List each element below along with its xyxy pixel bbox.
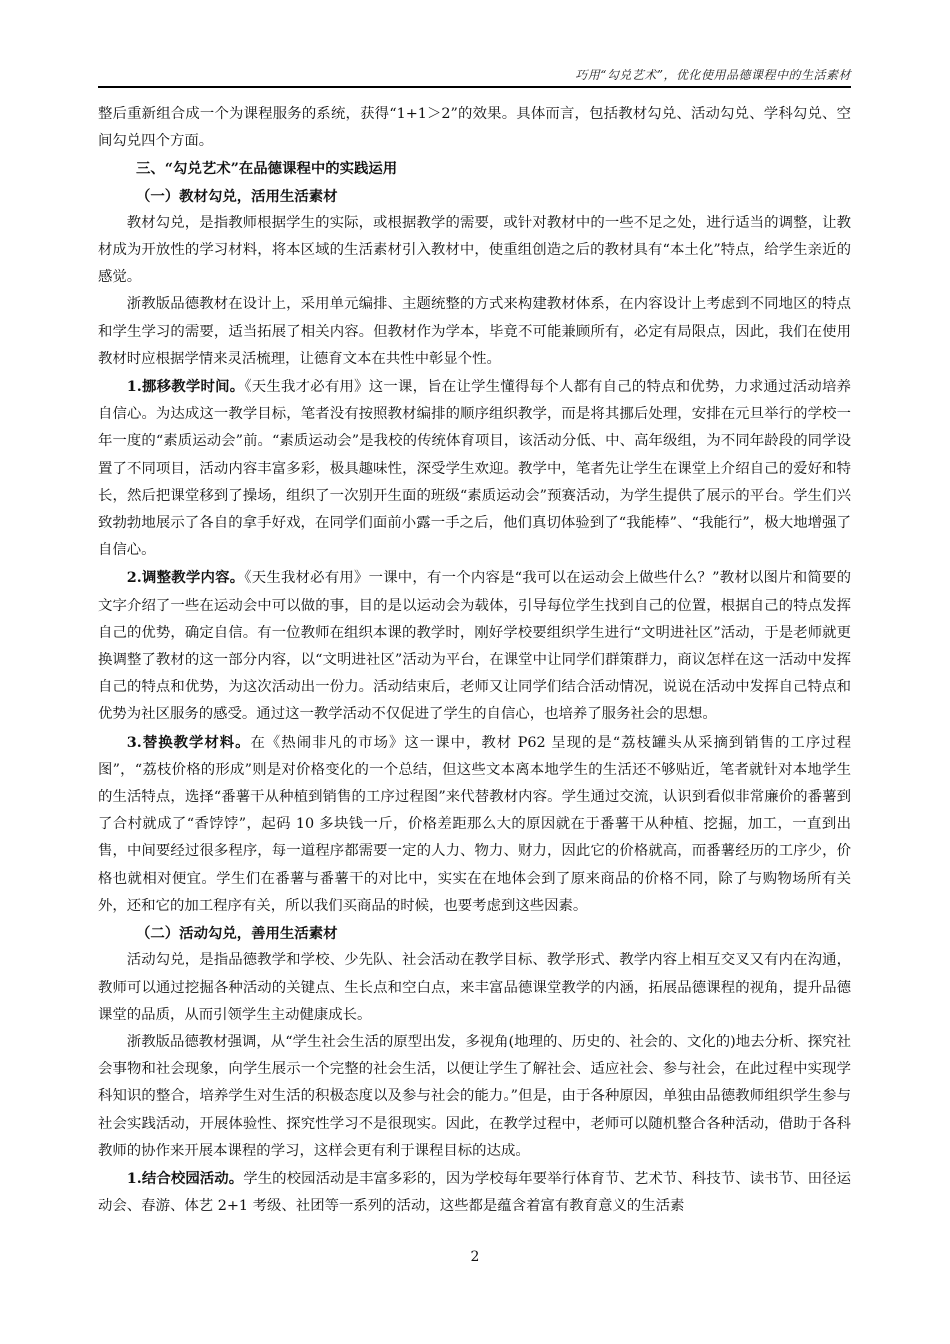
page-number: 2 (470, 1249, 480, 1265)
paragraph-activity-definition: 活动勾兑，是指品德教学和学校、少先队、社会活动在教学目标、教学形式、教学内容上相互交叉又有内在沟通，教师可以通过挖掘各种活动的关键点、生长点和空白点，来丰富品德课堂教学的内涵，拓展品德课程的视角，提升品德课堂的品质，从而引领学生主动健康成长。 (98, 952, 851, 1023)
list-item-adjust-content (98, 564, 851, 728)
paragraph-intro: 整后重新组合成一个为课程服务的系统，获得“1+1＞2”的效果。具体而言，包括教材勾兑、活动勾兑、学科勾兑、空间勾兑四个方面。 (98, 106, 851, 150)
paragraph-activity-emphasis: 浙教版品德教材强调，从“学生社会生活的原型出发，多视角(地理的、历史的、社会的、文化的)地去分析、探究社会事物和社会现象，向学生展示一个完整的社会生活，以便让学生了解社会、适应社会、参与社会，在此过程中实现学科知识的整合，培养学生对生活的积极态度以及参与社会的能力。”但是，由于各种原因，单独由品德教师组织学生参与社会实践活动，开展体验性、探究性学习不是很现实。因此，在教学过程中，老师可以随机整合各种活动，借助于各科教师的协作来开展本课程的学习，这样会更有利于课程目标的达成。 (98, 1033, 851, 1159)
list-item-lead: 1.挪移教学时间。 (126, 378, 245, 396)
subsection-heading-2: （二）活动勾兑，善用生活素材 (136, 925, 338, 943)
list-item-text: 《天生我才必有用》这一课，旨在让学生懂得每个人都有自己的特点和优势，力求通过活动培养自信心。为达成这一教学目标，笔者没有按照教材编排的顺序组织教学，而是将其挪后处理，安排在元旦举行的学校一年一度的“素质运动会”前。“素质运动会”是我校的传统体育项目，该活动分低、中、高年级组，为不同年龄段的同学设置了不同项目，活动内容丰富多彩，极具趣味性，深受学生欢迎。教学中，笔者先让学生在课堂上介绍自己的爱好和特长，然后把课堂移到了操场，组织了一次别开生面的班级“素质运动会”预赛活动，为学生提供了展示的平台。学生们兴致勃勃地展示了各自的拿手好戏，在同学们面前小露一手之后，他们真切体验到了“我能棒”、“我能行”，极大地增强了自信心。 (98, 379, 851, 559)
list-item-lead: 1.结合校园活动。 (126, 1169, 244, 1187)
list-item-text: 在《热闹非凡的市场》这一课中，教材 P62 呈现的是“荔枝罐头从采摘到销售的工序过程图”，“荔枝价格的形成”则是对价格变化的一个总结，但这些文本离本地学生的生活还不够贴近，笔者就针对本地学生的生活特点，选择“番薯干从种植到销售的工序过程图”来代替教材内容。学生通过交流，认识到看似非常廉价的番薯到了合村就成了“香饽饽”，起码 10 多块钱一斤，价格差距那么大的原因就在于番薯干从种植、挖掘，加工，一直到出售，中间要经过很多程序，每一道程序都需要一定的人力、物力、财力，因此它的价格就高，而番薯经历的工序少，价格也就相对便宜。学生们在番薯与番薯干的对比中，实实在在地体会到了原来商品的价格不同，除了与购物场所有关外，还和它的加工程序有关，所以我们买商品的时候，也要考虑到这些因素。 (98, 734, 851, 914)
list-item-shift-time (98, 373, 851, 564)
list-item-replace-material (98, 729, 851, 920)
section-heading-3: 三、“勾兑艺术”在品德课程中的实践运用 (136, 160, 398, 178)
list-item-lead: 2.调整教学内容。 (126, 569, 245, 587)
subsection-heading-1: （一）教材勾兑，活用生活素材 (136, 187, 338, 205)
document-body (98, 101, 851, 1220)
list-item-text: 学生的校园活动是丰富多彩的，因为学校每年要举行体育节、艺术节、科技节、读书节、田径运动会、春游、体艺 2+1 考级、社团等一系列的活动，这些都是蕴含着富有教育意义的生活素 (98, 1170, 851, 1215)
list-item-text: 《天生我材必有用》一课中，有一个内容是“我可以在运动会上做些什么？”教材以图片和简要的文字介绍了一些在运动会中可以做的事，目的是以运动会为载体，引导每位学生找到自己的位置，根据自己的特点发挥自己的优势，确定自信。有一位教师在组织本课的教学时，刚好学校要组织学生进行“文明进社区”活动，于是老师就更换调整了教材的这一部分内容，以“文明进社区”活动为平台，在课堂中让同学们群策群力，商议怎样在这一活动中发挥自己的特点和优势，为这次活动出一份力。活动结束后，老师又让同学们结合活动情况，说说在活动中发挥自己特点和优势为社区服务的感受。通过这一教学活动不仅促进了学生的自信心，也培养了服务社会的思想。 (98, 570, 851, 723)
paragraph-textbook-design: 浙教版品德教材在设计上，采用单元编排、主题统整的方式来构建教材体系，在内容设计上考虑到不同地区的特点和学生学习的需要，适当拓展了相关内容。但教材作为学本，毕竟不可能兼顾所有，必定有局限点，因此，我们在使用教材时应根据学情来灵活梳理，让德育文本在共性中彰显个性。 (98, 296, 851, 367)
header-rule (98, 86, 851, 88)
paragraph-textbook-definition: 教材勾兑，是指教师根据学生的实际，或根据教学的需要，或针对教材中的一些不足之处，进行适当的调整，让教材成为开放性的学习材料，将本区域的生活素材引入教材中，使重组创造之后的教材具有“本土化”特点，给学生亲近的感觉。 (98, 214, 851, 286)
list-item-campus-activities (98, 1165, 851, 1220)
list-item-lead: 3.替换教学材料。 (126, 733, 251, 751)
running-header: 巧用“勾兑艺术”，优化使用品德课程中的生活素材 (575, 68, 851, 82)
